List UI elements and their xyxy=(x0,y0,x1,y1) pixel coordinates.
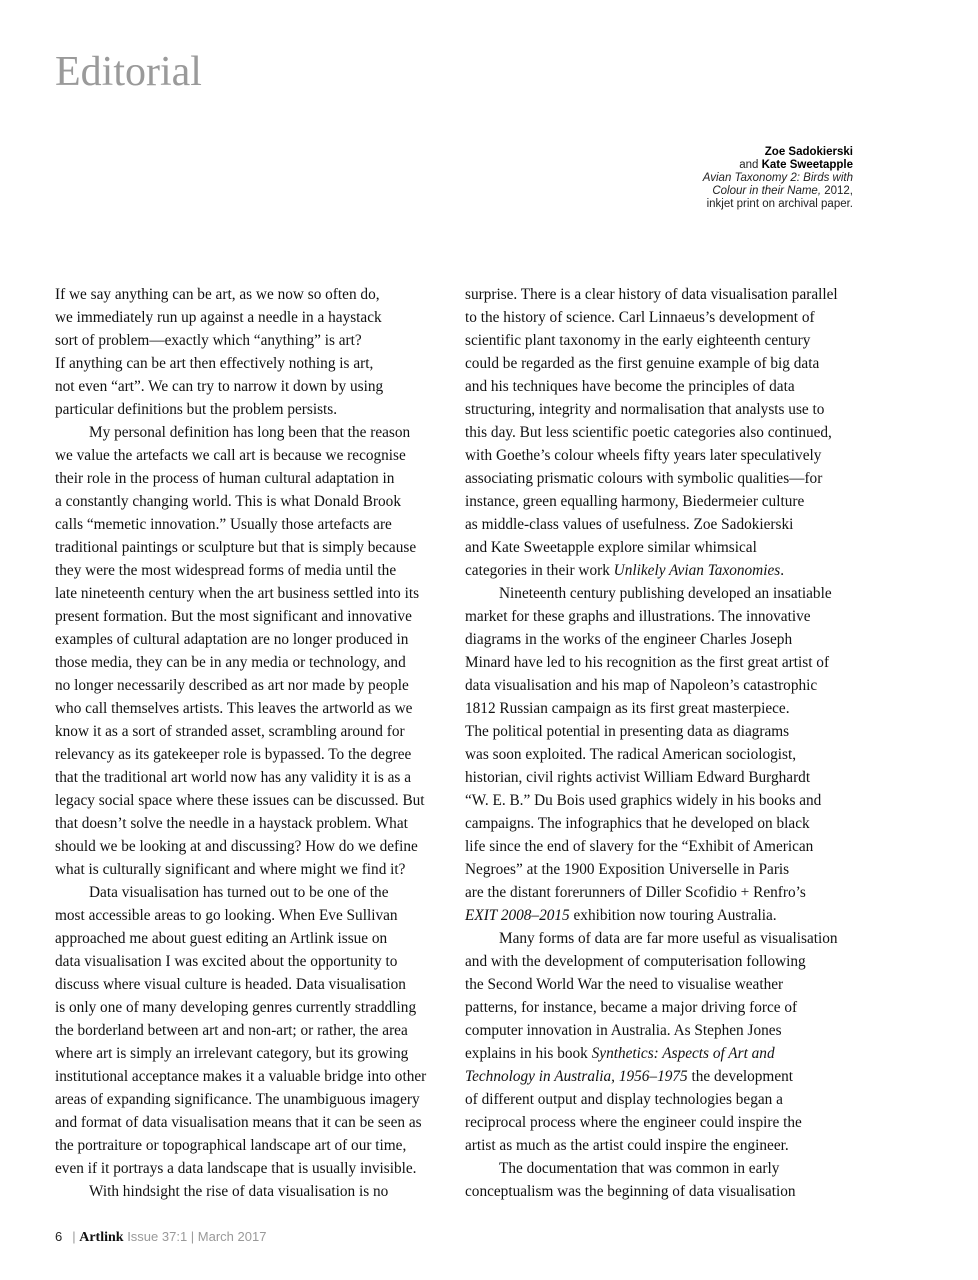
text-line xyxy=(465,996,860,1019)
text-line xyxy=(465,697,860,720)
text-line xyxy=(465,559,860,582)
text-line xyxy=(55,628,450,651)
text-run: we immediately run up against a needle in a haystack xyxy=(55,309,382,326)
text-run: particular definitions but the problem persists. xyxy=(55,401,338,418)
text-line xyxy=(55,559,450,582)
text-line xyxy=(55,1157,450,1180)
text-run: campaigns. The infographics that he developed on black xyxy=(465,815,810,832)
text-line xyxy=(465,927,860,950)
text-run: discuss where visual culture is headed. Data visualisation xyxy=(55,976,406,993)
text-run: associating prismatic colours with symbolic qualities—for xyxy=(465,470,823,487)
text-run: relevancy as its gatekeeper role is bypassed. To the degree xyxy=(55,746,412,763)
text-line xyxy=(465,605,860,628)
text-line xyxy=(55,973,450,996)
text-run: as middle-class values of usefulness. Zoe Sadokierski xyxy=(465,516,794,533)
text-line xyxy=(55,1088,450,1111)
text-line xyxy=(465,352,860,375)
text-line xyxy=(55,651,450,674)
text-line xyxy=(465,904,860,927)
text-line xyxy=(465,444,860,467)
text-line xyxy=(55,835,450,858)
text-run: should we be looking at and discussing? How do we define xyxy=(55,838,418,855)
text-line xyxy=(55,927,450,950)
text-run: reciprocal process where the engineer could inspire the xyxy=(465,1114,802,1131)
text-run: scientific plant taxonomy in the early eighteenth century xyxy=(465,332,811,349)
caption-artist-1: Zoe Sadokierski xyxy=(764,146,853,158)
text-line xyxy=(55,582,450,605)
text-run: My personal definition has long been that the reason xyxy=(89,424,411,441)
text-run: If anything can be art then effectively nothing is art, xyxy=(55,355,374,372)
text-line xyxy=(55,605,450,628)
text-run: examples of cultural adaptation are no longer produced in xyxy=(55,631,409,648)
text-line xyxy=(465,398,860,421)
text-run: . xyxy=(780,562,785,579)
text-run: could be regarded as the first genuine example of big data xyxy=(465,355,820,372)
text-run: where art is simply an irrelevant category, but its growing xyxy=(55,1045,409,1062)
text-run: this day. But less scientific poetic categories also continued, xyxy=(465,424,832,441)
text-run: Data visualisation has turned out to be one of the xyxy=(89,884,389,901)
text-line xyxy=(465,490,860,513)
text-line xyxy=(55,674,450,697)
text-run: If we say anything can be art, as we now so often do, xyxy=(55,286,380,303)
body-column-right xyxy=(465,283,860,1203)
text-run: calls “memetic innovation.” Usually those artefacts are xyxy=(55,516,392,533)
text-line xyxy=(465,789,860,812)
text-line xyxy=(465,421,860,444)
text-line xyxy=(55,306,450,329)
text-line xyxy=(55,697,450,720)
text-run: their role in the process of human cultural adaptation in xyxy=(55,470,395,487)
text-run: who call themselves artists. This leaves the artworld as we xyxy=(55,700,413,717)
text-run: no longer necessarily described as art nor made by people xyxy=(55,677,409,694)
text-run: is only one of many developing genres currently straddling xyxy=(55,999,417,1016)
caption-and: and xyxy=(739,159,762,171)
text-line xyxy=(465,766,860,789)
text-run: structuring, integrity and normalisation that analysts use to xyxy=(465,401,825,418)
text-line xyxy=(55,1111,450,1134)
text-run: With hindsight the rise of data visualisation is no xyxy=(89,1183,389,1200)
text-run: the Second World War the need to visualise weather xyxy=(465,976,784,993)
page-footer xyxy=(55,1229,266,1246)
text-line xyxy=(55,1065,450,1088)
caption-artist-2: Kate Sweetapple xyxy=(761,159,853,171)
text-line xyxy=(55,375,450,398)
text-run: late nineteenth century when the art business settled into its xyxy=(55,585,420,602)
text-run: Negroes” at the 1900 Exposition Universelle in Paris xyxy=(465,861,790,878)
text-run: surprise. There is a clear history of data visualisation parallel xyxy=(465,286,838,303)
text-line xyxy=(55,283,450,306)
text-line xyxy=(465,674,860,697)
text-run: Many forms of data are far more useful as visualisation xyxy=(499,930,838,947)
caption-work-title: Avian Taxonomy 2: Birds with xyxy=(702,172,853,184)
text-line xyxy=(465,835,860,858)
text-run: the borderland between art and non-art; or rather, the area xyxy=(55,1022,408,1039)
text-run: are the distant forerunners of Diller Scofidio + Renfro’s xyxy=(465,884,806,901)
text-run: the portraiture or topographical landscape art of our time, xyxy=(55,1137,407,1154)
text-run: Minard have led to his recognition as the first great artist of xyxy=(465,654,830,671)
text-line xyxy=(465,513,860,536)
text-run: to the history of science. Carl Linnaeus’s development of xyxy=(465,309,815,326)
text-line xyxy=(55,881,450,904)
text-line xyxy=(465,950,860,973)
text-run: of different output and display technologies began a xyxy=(465,1091,783,1108)
text-run: the development xyxy=(687,1068,794,1085)
text-run: sort of problem—exactly which “anything” is art? xyxy=(55,332,362,349)
text-run: Nineteenth century publishing developed an insatiable xyxy=(499,585,832,602)
text-run: they were the most widespread forms of media until the xyxy=(55,562,397,579)
italic-title: EXIT 2008–2015 xyxy=(465,907,570,924)
text-line xyxy=(55,720,450,743)
italic-title: Technology in Australia, 1956–1975 xyxy=(465,1068,688,1085)
text-run: those media, they can be in any media or technology, and xyxy=(55,654,406,671)
body-column-left xyxy=(55,283,450,1203)
text-run: market for these graphs and illustrations. The innovative xyxy=(465,608,811,625)
text-run: artist as much as the artist could inspire the engineer. xyxy=(465,1137,789,1154)
text-run: The documentation that was common in early xyxy=(499,1160,780,1177)
text-run: “W. E. B.” Du Bois used graphics widely in his books and xyxy=(465,792,822,809)
text-line xyxy=(55,858,450,881)
text-line xyxy=(465,1065,860,1088)
issue-info: Issue 37:1 | March 2017 xyxy=(123,1229,267,1244)
text-run: 1812 Russian campaign as its first great masterpiece. xyxy=(465,700,790,717)
text-line xyxy=(55,743,450,766)
text-line xyxy=(465,720,860,743)
text-line xyxy=(55,766,450,789)
text-line xyxy=(465,743,860,766)
text-line xyxy=(465,651,860,674)
text-line xyxy=(55,812,450,835)
text-line xyxy=(55,950,450,973)
text-run: The political potential in presenting data as diagrams xyxy=(465,723,790,740)
page-number: 6 xyxy=(55,1229,63,1244)
text-run: that the traditional art world now has any validity it is as a xyxy=(55,769,411,786)
text-run: we value the artefacts we call art is because we recognise xyxy=(55,447,406,464)
text-run: areas of expanding significance. The unambiguous imagery xyxy=(55,1091,420,1108)
text-run: categories in their work xyxy=(465,562,614,579)
text-line xyxy=(55,904,450,927)
text-line xyxy=(465,1088,860,1111)
italic-title: Synthetics: Aspects of Art and xyxy=(591,1045,775,1062)
text-line xyxy=(465,628,860,651)
text-line xyxy=(465,1019,860,1042)
text-run: most accessible areas to go looking. When Eve Sullivan xyxy=(55,907,398,924)
text-run: approached me about guest editing an Artlink issue on xyxy=(55,930,388,947)
text-line xyxy=(465,283,860,306)
italic-title: Unlikely Avian Taxonomies xyxy=(613,562,781,579)
text-run: instance, green equalling harmony, Biedermeier culture xyxy=(465,493,805,510)
text-run: institutional acceptance makes it a valuable bridge into other xyxy=(55,1068,427,1085)
text-run: data visualisation and his map of Napoleon’s catastrophic xyxy=(465,677,818,694)
text-run: historian, civil rights activist William Edward Burghardt xyxy=(465,769,811,786)
text-line xyxy=(465,329,860,352)
text-line xyxy=(55,467,450,490)
text-line xyxy=(55,421,450,444)
text-line xyxy=(55,536,450,559)
publication-name: Artlink xyxy=(79,1230,124,1245)
text-line xyxy=(465,1111,860,1134)
text-run: legacy social space where these issues can be discussed. But xyxy=(55,792,425,809)
text-run: with Goethe’s colour wheels fifty years later speculatively xyxy=(465,447,822,464)
text-run: was soon exploited. The radical American sociologist, xyxy=(465,746,797,763)
text-line xyxy=(55,513,450,536)
text-run: explains in his book xyxy=(465,1045,592,1062)
text-line xyxy=(465,467,860,490)
caption-work-title-cont: Colour in their Name, xyxy=(712,185,822,197)
text-run: know it as a sort of stranded asset, scrambling around for xyxy=(55,723,405,740)
text-line xyxy=(465,582,860,605)
text-run: traditional paintings or sculpture but that is simply because xyxy=(55,539,417,556)
caption-medium: inkjet print on archival paper. xyxy=(706,198,853,210)
text-line xyxy=(465,812,860,835)
text-run: a constantly changing world. This is what Donald Brook xyxy=(55,493,401,510)
text-line xyxy=(465,1180,860,1203)
text-run: exhibition now touring Australia. xyxy=(569,907,777,924)
text-line xyxy=(55,398,450,421)
footer-separator: | xyxy=(72,1229,80,1244)
text-line xyxy=(55,1019,450,1042)
text-run: conceptualism was the beginning of data visualisation xyxy=(465,1183,796,1200)
text-line xyxy=(55,1134,450,1157)
text-line xyxy=(465,881,860,904)
text-line xyxy=(55,352,450,375)
text-run: life since the end of slavery for the “Exhibit of American xyxy=(465,838,814,855)
text-line xyxy=(465,858,860,881)
text-run: patterns, for instance, became a major driving force of xyxy=(465,999,798,1016)
text-run: diagrams in the works of the engineer Charles Joseph xyxy=(465,631,793,648)
text-run: and his techniques have become the principles of data xyxy=(465,378,795,395)
text-line xyxy=(465,306,860,329)
text-run: not even “art”. We can try to narrow it down by using xyxy=(55,378,384,395)
text-run: present formation. But the most significant and innovative xyxy=(55,608,412,625)
text-line xyxy=(465,536,860,559)
text-run: computer innovation in Australia. As Stephen Jones xyxy=(465,1022,782,1039)
text-run: and with the development of computerisation following xyxy=(465,953,806,970)
text-line xyxy=(55,444,450,467)
text-line xyxy=(55,1180,450,1203)
text-run: that doesn’t solve the needle in a haystack problem. What xyxy=(55,815,408,832)
text-line xyxy=(55,490,450,513)
text-line xyxy=(55,1042,450,1065)
page-title: Editorial xyxy=(55,49,202,95)
text-run: and format of data visualisation means that it can be seen as xyxy=(55,1114,422,1131)
text-run: data visualisation I was excited about the opportunity to xyxy=(55,953,398,970)
text-run: what is culturally significant and where might we find it? xyxy=(55,861,406,878)
text-line xyxy=(55,996,450,1019)
caption-year: 2012, xyxy=(821,185,853,197)
text-line xyxy=(465,1042,860,1065)
text-run: and Kate Sweetapple explore similar whimsical xyxy=(465,539,757,556)
text-line xyxy=(465,1134,860,1157)
image-caption xyxy=(703,146,853,211)
text-line xyxy=(465,1157,860,1180)
text-line xyxy=(465,375,860,398)
text-run: even if it portrays a data landscape that is usually invisible. xyxy=(55,1160,417,1177)
text-line xyxy=(55,329,450,352)
text-line xyxy=(55,789,450,812)
text-line xyxy=(465,973,860,996)
